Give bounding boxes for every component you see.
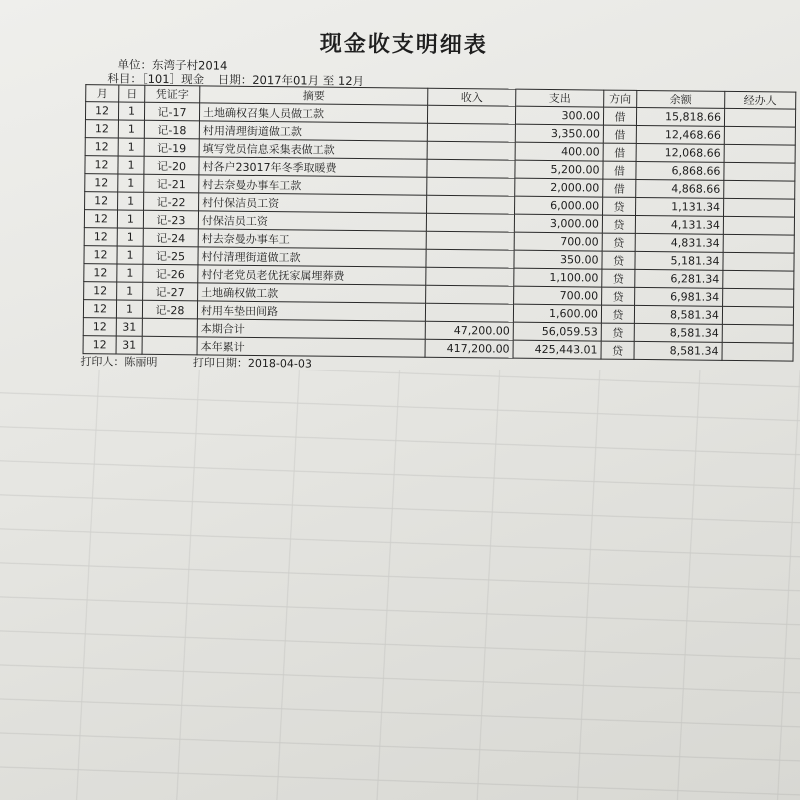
cell-summary: 村用车垫田间路 — [197, 301, 425, 321]
cell-balance: 8,581.34 — [634, 305, 722, 324]
cell-summary: 本年累计 — [197, 337, 425, 357]
cell-balance: 6,281.34 — [635, 269, 723, 288]
cell-direction: 贷 — [601, 323, 634, 341]
header-balance: 余额 — [637, 90, 725, 108]
cell-expense: 700.00 — [514, 232, 602, 251]
cell-month: 12 — [85, 156, 118, 174]
header-day: 日 — [119, 85, 145, 102]
cell-handler — [724, 126, 795, 145]
cell-summary: 村用清理街道做工款 — [199, 121, 427, 141]
date-range-label: 日期：2017年01月 至 12月 — [217, 72, 365, 89]
cell-month: 12 — [83, 300, 116, 318]
cell-balance: 6,868.66 — [636, 161, 724, 180]
cell-voucher: 记-20 — [144, 156, 199, 175]
cell-income — [426, 249, 514, 268]
cell-balance: 12,468.66 — [636, 125, 724, 144]
cell-handler — [724, 162, 795, 181]
cell-handler — [724, 108, 795, 127]
cell-direction: 贷 — [602, 251, 635, 269]
cell-day: 1 — [118, 138, 144, 156]
header-direction: 方向 — [604, 90, 637, 107]
cell-handler — [722, 324, 793, 343]
cell-month: 12 — [85, 138, 118, 156]
cell-income — [427, 177, 515, 196]
cell-voucher: 记-26 — [143, 264, 198, 283]
cell-day: 1 — [117, 282, 143, 300]
cell-voucher: 记-19 — [144, 138, 199, 157]
cell-month: 12 — [85, 192, 118, 210]
document-title: 现金收支明细表 — [319, 31, 488, 59]
cell-day: 1 — [118, 120, 144, 138]
cell-handler — [722, 306, 793, 325]
cell-handler — [723, 252, 794, 271]
cell-income — [427, 123, 515, 142]
printer-label: 打印人：陈丽明 — [80, 355, 158, 369]
cell-handler — [724, 180, 795, 199]
cell-balance: 1,131.34 — [636, 197, 724, 216]
cell-summary: 土地确权做工款 — [198, 283, 426, 303]
cell-income — [427, 195, 515, 214]
cell-expense: 700.00 — [514, 286, 602, 305]
cell-month: 12 — [84, 210, 117, 228]
cell-month: 12 — [85, 120, 118, 138]
cell-summary: 村付保洁员工资 — [199, 193, 427, 213]
cell-summary: 村各户23017年冬季取暖费 — [199, 157, 427, 177]
cell-expense: 3,000.00 — [514, 214, 602, 233]
cell-direction: 贷 — [602, 233, 635, 251]
cell-day: 1 — [116, 300, 142, 318]
header-voucher: 凭证字 — [145, 85, 200, 103]
cell-income — [427, 141, 515, 160]
header-handler: 经办人 — [725, 91, 796, 109]
cell-expense: 6,000.00 — [515, 196, 603, 215]
cell-handler — [723, 216, 794, 235]
cell-direction: 借 — [603, 161, 636, 179]
cell-direction: 借 — [603, 107, 636, 125]
cell-expense: 1,600.00 — [513, 304, 601, 323]
cell-month: 12 — [84, 246, 117, 264]
ledger-body — [83, 102, 796, 361]
cell-day: 1 — [117, 246, 143, 264]
cell-summary: 村去奈曼办事车工 — [198, 229, 426, 249]
cell-income — [425, 303, 513, 322]
cell-expense: 300.00 — [515, 106, 603, 125]
cell-summary: 本期合计 — [197, 319, 425, 339]
cell-direction: 贷 — [601, 341, 634, 359]
cell-month: 12 — [84, 264, 117, 282]
cell-direction: 借 — [603, 143, 636, 161]
cell-balance: 8,581.34 — [634, 341, 722, 360]
cell-summary: 村付清理街道做工款 — [198, 247, 426, 267]
print-date-label: 打印日期：2018-04-03 — [192, 356, 312, 371]
cell-voucher: 记-25 — [143, 246, 198, 265]
cell-handler — [723, 234, 794, 253]
cell-income — [426, 213, 514, 232]
cell-summary: 村付老党员老优抚家属埋葬费 — [198, 265, 426, 285]
cell-month: 12 — [83, 318, 116, 336]
cell-handler — [724, 198, 795, 217]
header-income: 收入 — [428, 88, 516, 106]
cell-expense: 400.00 — [515, 142, 603, 161]
cell-day: 31 — [116, 336, 142, 354]
cell-summary: 填写党员信息采集表做工款 — [199, 139, 427, 159]
cell-voucher: 记-27 — [143, 282, 198, 301]
cell-day: 1 — [117, 228, 143, 246]
cell-expense: 425,443.01 — [513, 340, 601, 359]
cell-direction: 借 — [603, 179, 636, 197]
cell-direction: 贷 — [602, 269, 635, 287]
cell-balance: 4,831.34 — [635, 233, 723, 252]
header-expense: 支出 — [516, 89, 604, 107]
cell-direction: 借 — [603, 125, 636, 143]
cell-expense: 1,100.00 — [514, 268, 602, 287]
cell-balance: 6,981.34 — [635, 287, 723, 306]
cell-income: 47,200.00 — [425, 321, 513, 340]
cell-summary: 土地确权召集人员做工款 — [199, 103, 427, 123]
cell-income — [427, 105, 515, 124]
header-month: 月 — [86, 85, 119, 102]
cell-income — [427, 159, 515, 178]
cell-month: 12 — [85, 174, 118, 192]
cell-summary: 村去奈曼办事车工款 — [199, 175, 427, 195]
cell-balance: 12,068.66 — [636, 143, 724, 162]
cell-month: 12 — [85, 102, 118, 120]
cell-balance: 15,818.66 — [636, 107, 724, 126]
cell-expense: 56,059.53 — [513, 322, 601, 341]
cell-day: 1 — [117, 264, 143, 282]
cell-handler — [722, 342, 793, 361]
show-through-texture — [0, 370, 800, 800]
cell-expense: 2,000.00 — [515, 178, 603, 197]
cell-direction: 贷 — [603, 197, 636, 215]
cell-expense: 350.00 — [514, 250, 602, 269]
cell-expense: 5,200.00 — [515, 160, 603, 179]
subject-label: 科目：［101］现金 — [107, 71, 205, 87]
cell-voucher: 记-24 — [143, 228, 198, 247]
cell-day: 31 — [116, 318, 142, 336]
cell-day: 1 — [118, 156, 144, 174]
cell-voucher — [142, 318, 197, 337]
cell-income: 417,200.00 — [425, 339, 513, 358]
cell-handler — [723, 288, 794, 307]
cell-voucher: 记-21 — [144, 174, 199, 193]
cell-day: 1 — [118, 192, 144, 210]
print-footer — [80, 353, 344, 372]
cell-balance: 5,181.34 — [635, 251, 723, 270]
cell-month: 12 — [83, 336, 116, 354]
cell-month: 12 — [84, 282, 117, 300]
cell-day: 1 — [118, 174, 144, 192]
cell-handler — [723, 270, 794, 289]
cell-income — [426, 267, 514, 286]
cell-voucher: 记-28 — [142, 300, 197, 319]
cell-direction: 贷 — [602, 287, 635, 305]
header-summary: 摘要 — [200, 86, 428, 105]
cell-month: 12 — [84, 228, 117, 246]
cell-day: 1 — [118, 102, 144, 120]
cell-income — [426, 285, 514, 304]
cell-direction: 贷 — [601, 305, 634, 323]
cell-voucher: 记-17 — [144, 102, 199, 121]
cell-day: 1 — [117, 210, 143, 228]
cell-balance: 4,131.34 — [635, 215, 723, 234]
cell-income — [426, 231, 514, 250]
cell-expense: 3,350.00 — [515, 124, 603, 143]
cell-handler — [724, 144, 795, 163]
cell-summary: 付保洁员工资 — [198, 211, 426, 231]
ledger-table — [83, 84, 797, 361]
cell-voucher — [142, 336, 197, 355]
unit-label: 单位：东湾子村2014 — [117, 57, 228, 73]
cell-balance: 4,868.66 — [636, 179, 724, 198]
cell-voucher: 记-22 — [144, 192, 199, 211]
cell-voucher: 记-18 — [144, 120, 199, 139]
cell-balance: 8,581.34 — [634, 323, 722, 342]
cell-voucher: 记-23 — [143, 210, 198, 229]
cell-direction: 贷 — [602, 215, 635, 233]
